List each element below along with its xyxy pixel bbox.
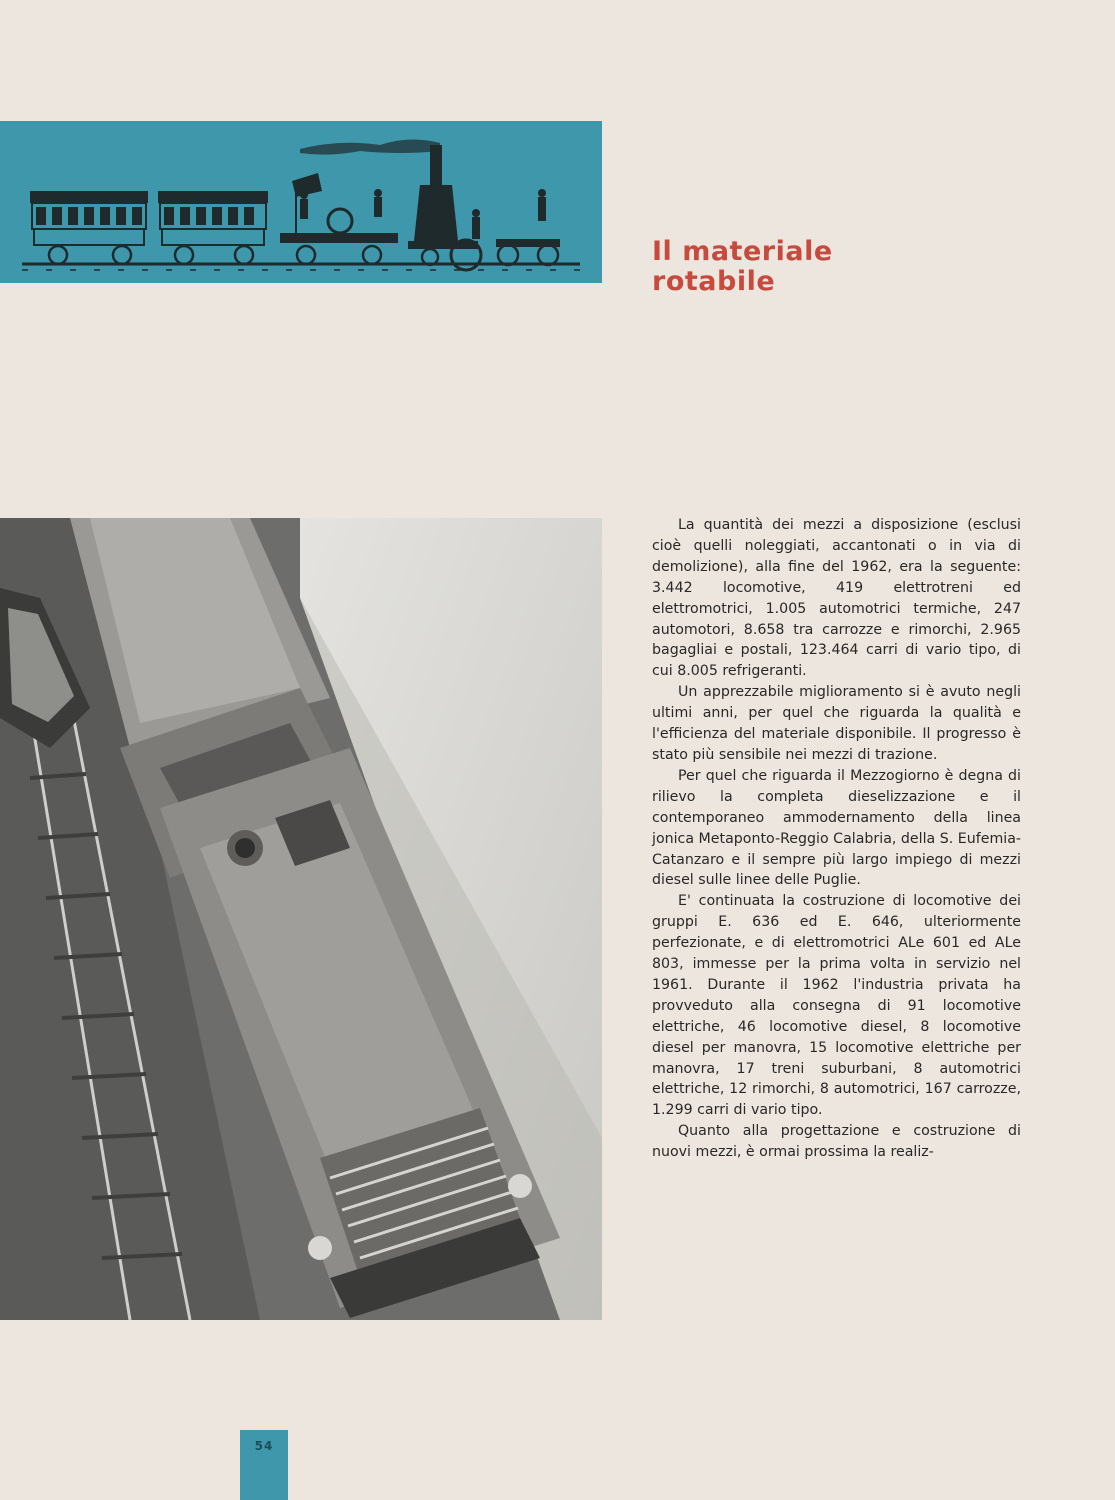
section-title: [652, 237, 952, 297]
article-paragraph: Quanto alla progettazione e costruzione di nuovi mezzi, è ormai prossima la realiz-: [652, 1123, 1021, 1161]
section-title-line2: rotabile: [652, 266, 776, 297]
article-body: [652, 515, 1021, 1163]
article-paragraph: La quantità dei mezzi a disposizione (esclusi cioè quelli noleggiati, accantonati o in via di demolizione), alla fine del 1962, era la seguente: 3.442 locomotive, 419 elettrotreni ed elettromotrici, 1.005 automotrici termiche, 247 automotori, 8.658 tra carrozze e rimorchi, 2.965 bagagliai e postali, 123.464 carri di vario tipo, di cui 8.005 refrigeranti.: [652, 517, 1021, 680]
article-paragraph: E' continuata la costruzione di locomotive dei gruppi E. 636 ed E. 646, ulteriormente perfezionate, e di elettromotrici ALe 601 ed ALe 803, immesse per la prima volta in servizio nel 1961. Durante il 1962 l'industria privata ha provveduto alla consegna di 91 locomotive elettriche, 46 locomotive diesel, 8 locomotive diesel per manovra, 15 locomotive elettriche per manovra, 17 treni suburbani, 8 automotrici elettriche, 12 rimorchi, 8 automotrici, 167 carrozze, 1.299 carri di vario tipo.: [652, 893, 1021, 1119]
section-title-line1: Il materiale: [652, 236, 833, 267]
article-paragraph: Per quel che riguarda il Mezzogiorno è degna di rilievo la completa dieselizzazione e il contemporaneo ammodernamento della linea jonica Metaponto-Reggio Calabria, della S. Eufemia-Catanzaro e il sempre più largo impiego di mezzi diesel sulle linee delle Puglie.: [652, 767, 1022, 889]
header-banner: [0, 121, 602, 283]
historic-train-illustration: [0, 121, 602, 283]
page-number: 54: [240, 1430, 288, 1500]
locomotive-photo-illustration: [0, 518, 602, 1320]
locomotive-photo: [0, 518, 602, 1320]
article-paragraph: Un apprezzabile miglioramento si è avuto negli ultimi anni, per quel che riguarda la qualità e l'efficienza del materiale disponibile. Il progresso è stato più sensibile nei mezzi di trazione.: [652, 684, 1021, 763]
